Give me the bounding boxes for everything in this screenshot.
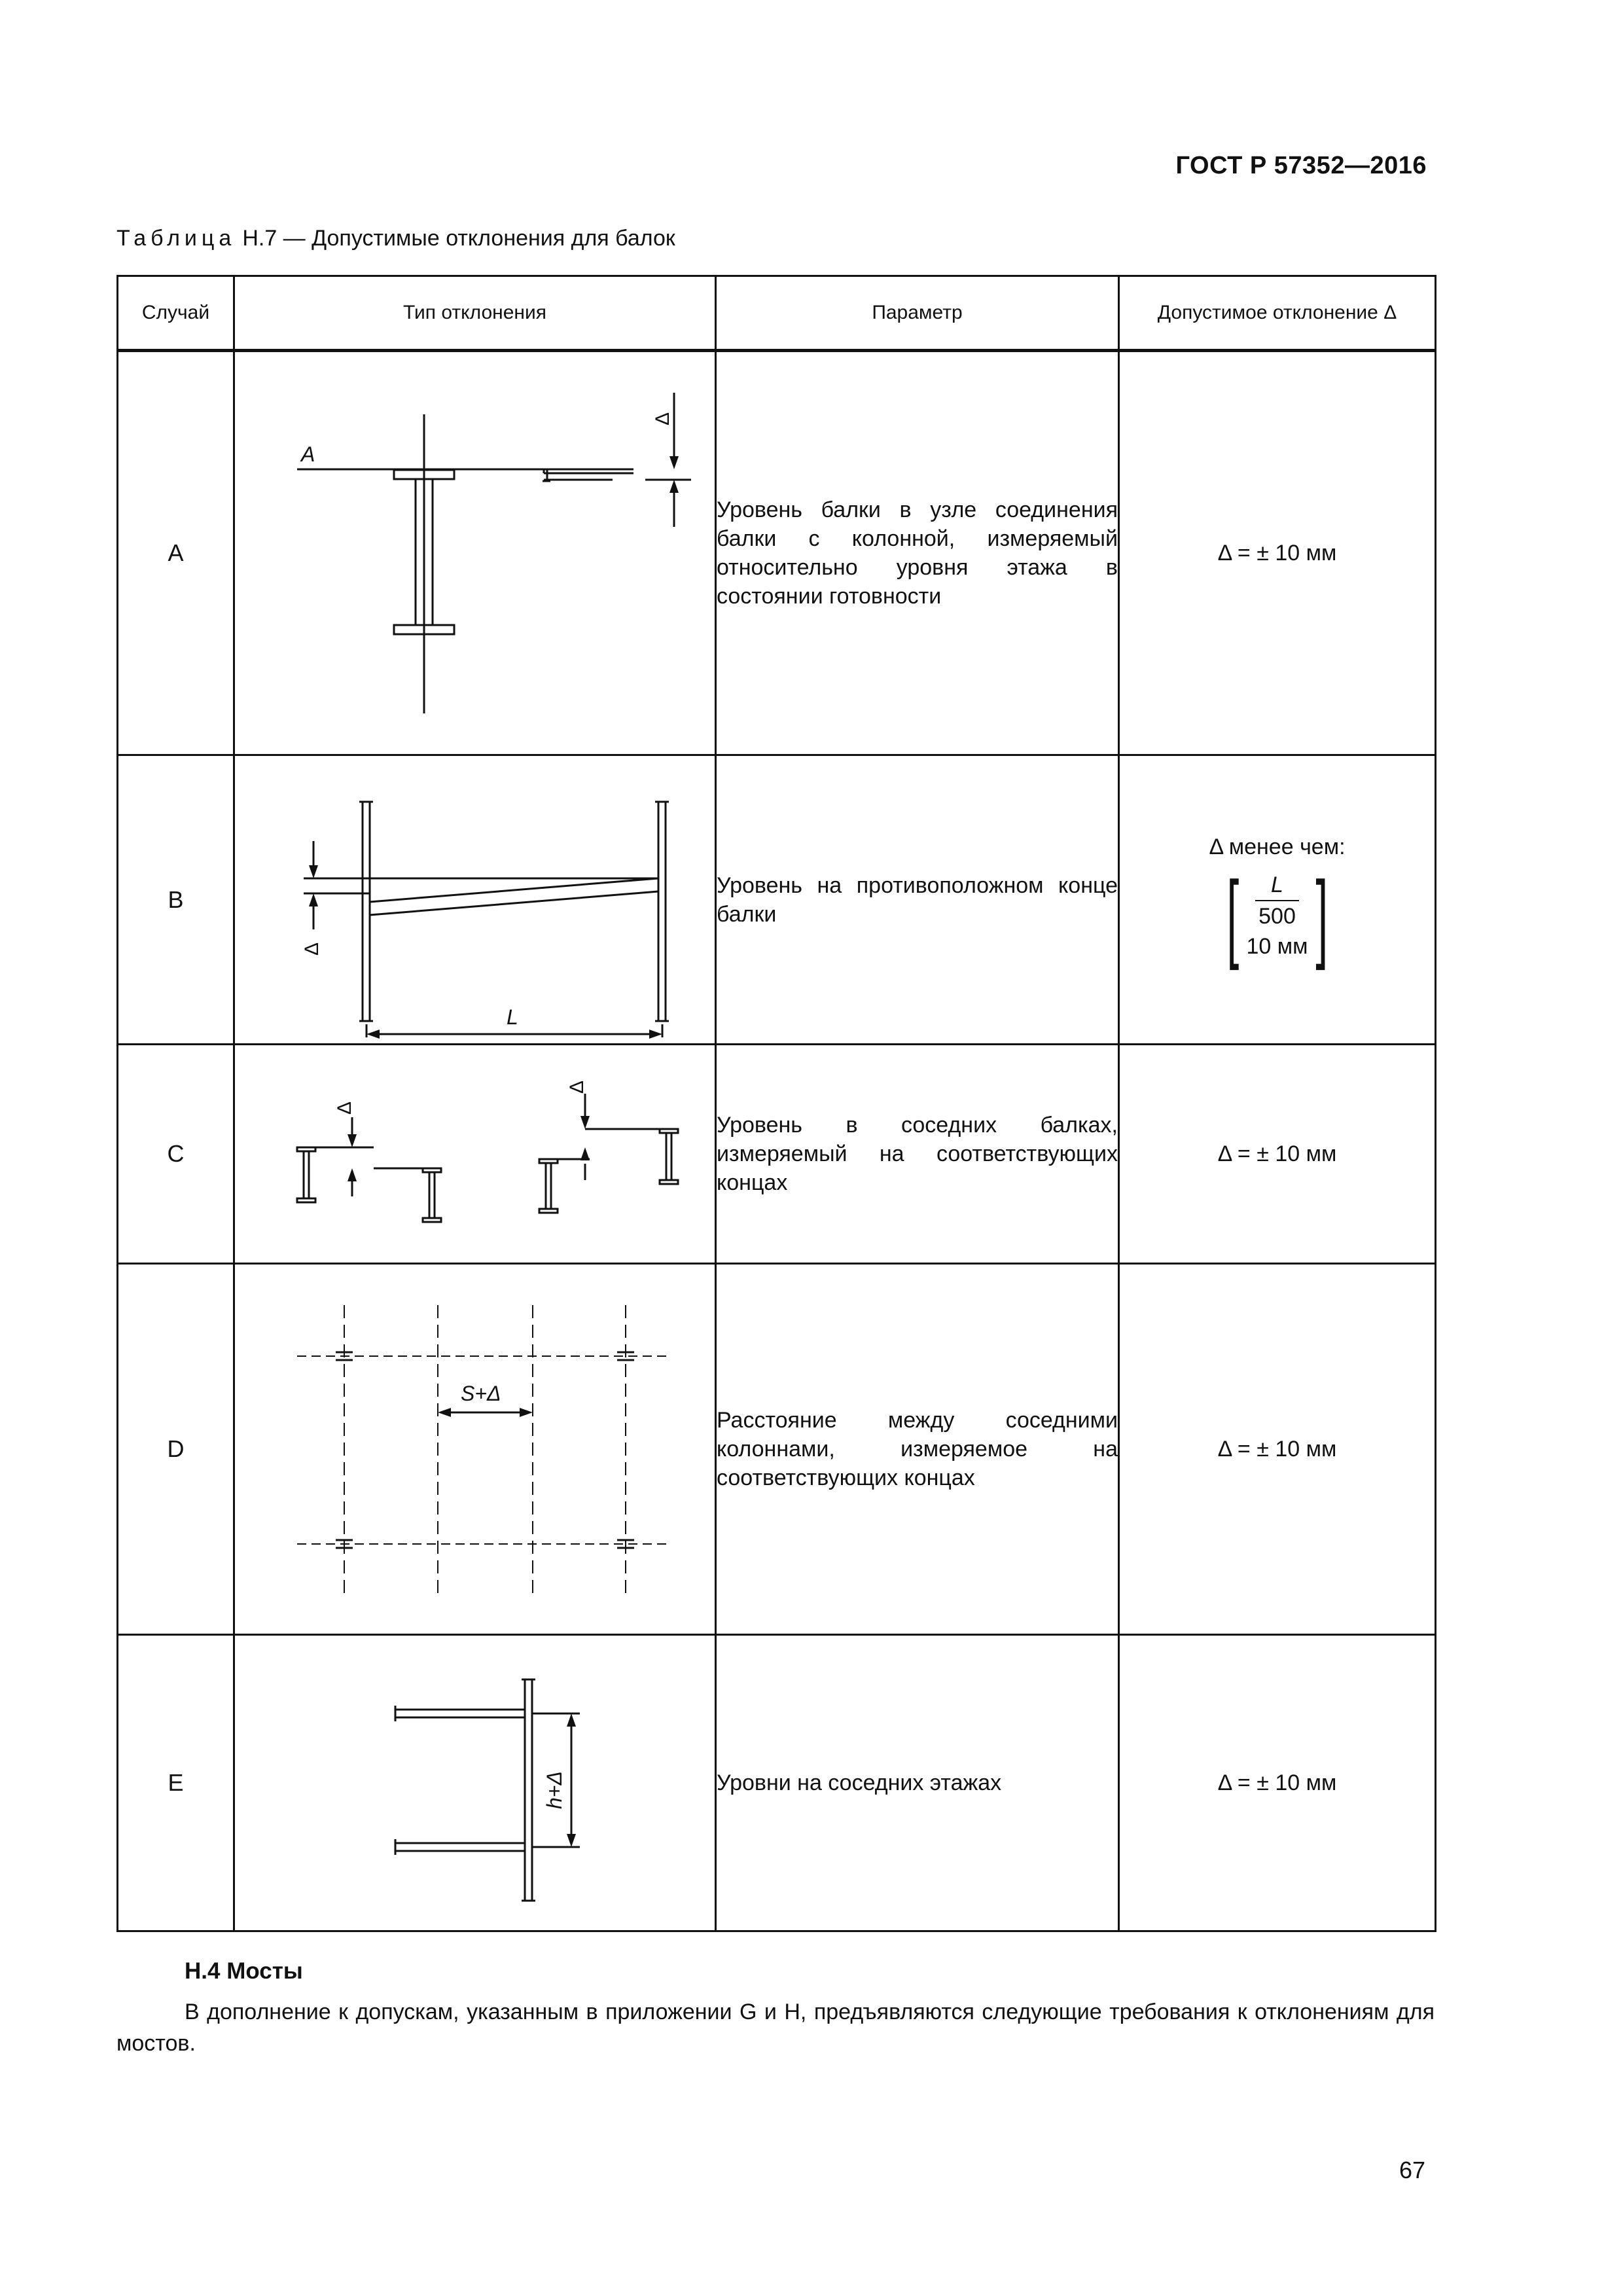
tolerance-cell: Δ = ± 10 мм [1119,1045,1436,1264]
table-row [118,1635,1436,1931]
column-header-type: Тип отклонения [234,276,716,351]
label-h-delta: h+Δ [542,1771,566,1809]
parameter-cell: Уровни на соседних этажах [716,1635,1119,1931]
document-id: ГОСТ Р 57352—2016 [1175,152,1427,179]
tolerance-fraction [1246,870,1308,961]
label-l: L [506,1005,518,1029]
label-a: A [300,442,315,466]
table-caption [116,226,675,251]
figure-cell [234,1635,716,1931]
diagram-column-spacing [246,1272,704,1626]
diagram-adjacent-beams [246,1049,704,1259]
case-cell: A [118,351,234,755]
table-row [118,1045,1436,1264]
deviations-table [116,275,1436,1932]
label-delta: Δ [333,1101,355,1115]
label-delta: Δ [651,412,673,425]
tolerance-alternative: 10 мм [1246,934,1308,959]
label-s-delta: S+Δ [460,1382,501,1405]
tolerance-cell: Δ = ± 10 мм [1119,1264,1436,1635]
right-bracket: ] [1315,861,1328,971]
figure-cell [234,755,716,1045]
left-bracket: [ [1226,861,1240,971]
section-title: Н.4 Мосты [185,1958,303,1984]
tolerance-cell: Δ = ± 10 мм [1119,351,1436,755]
tolerance-intro: Δ менее чем: [1209,834,1346,859]
table-row [118,1264,1436,1635]
tolerance-cell [1119,755,1436,1045]
figure-cell [234,1045,716,1264]
tolerance-cell: Δ = ± 10 мм [1119,1635,1436,1931]
section-paragraph: В дополнение к допускам, указанным в приложении G и H, предъявляются следующие требования к отклонениям для мостов. [116,2000,1435,2056]
column-header-case: Случай [118,276,234,351]
column-header-parameter: Параметр [716,276,1119,351]
parameter-cell: Уровень балки в узле соединения балки с колонной, измеряемый относительно уровня этажа в состоянии готовности [716,351,1119,755]
label-delta: Δ [300,942,323,956]
diagram-beam-level [246,357,704,749]
diagram-floor-levels [246,1639,704,1927]
case-cell: E [118,1635,234,1931]
table-header-row [118,276,1436,351]
table-caption-text: Н.7 — Допустимые отклонения для балок [242,226,675,251]
table-row [118,351,1436,755]
case-cell: D [118,1264,234,1635]
page-number: 67 [1399,2157,1425,2183]
column-header-tolerance: Допустимое отклонение Δ [1119,276,1436,351]
parameter-cell: Уровень в соседних балках, измеряемый на соответствующих концах [716,1045,1119,1264]
parameter-cell: Уровень на противоположном конце балки [716,755,1119,1045]
diagram-beam-end [246,759,704,1041]
parameter-cell: Расстояние между соседними колоннами, измеряемое на соответствующих концах [716,1264,1119,1635]
figure-cell [234,1264,716,1635]
label-delta-2: Δ [565,1080,588,1094]
table-row [118,755,1436,1045]
fraction-numerator: L [1255,870,1299,901]
case-cell: B [118,755,234,1045]
figure-cell [234,351,716,755]
fraction-denominator: 500 [1258,904,1296,929]
tolerance-bracket-group [1219,861,1335,971]
case-cell: C [118,1045,234,1264]
table-caption-label: Таблица [116,226,236,251]
